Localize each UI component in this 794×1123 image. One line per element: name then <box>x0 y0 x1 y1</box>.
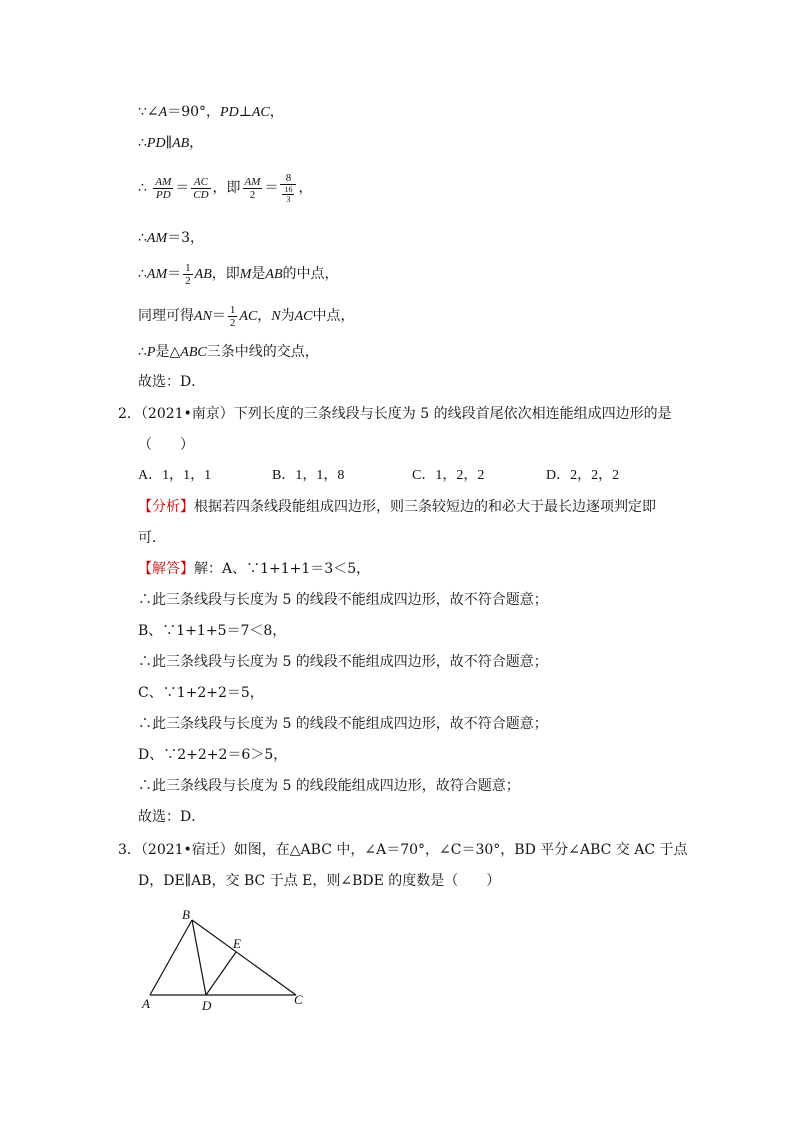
segment-de <box>206 952 236 995</box>
proof-line-8: 故选：D． <box>138 374 206 390</box>
q2-answer-line-2: ∴此三条线段与长度为 5 的线段不能组成四边形，故不符合题意； <box>138 592 548 608</box>
label-b: B <box>182 907 190 922</box>
proof-line-6: 同理可得AN＝ $\frac{1}{2}$ AC，N为AC中点， <box>138 303 355 329</box>
q2-option-a: A．1，1，1 <box>138 468 212 483</box>
segment-bd <box>192 920 206 995</box>
q2-answer-line-4: ∴此三条线段与长度为 5 的线段不能组成四边形，故不符合题意； <box>138 654 548 670</box>
q2-stem-line-2: （ ） <box>138 437 194 453</box>
q2-answer-line-3: B、∵1+1+5＝7＜8， <box>138 623 287 639</box>
answer-tag: 【解答】 <box>138 561 194 577</box>
q2-analysis-line-1: 【分析】根据若四条线段能组成四边形，则三条较短边的和必大于最长边逐项判定即 <box>138 499 656 515</box>
q2-option-d: D．2，2，2 <box>546 468 620 483</box>
triangle-figure <box>130 900 330 1020</box>
q3-stem-line-2: D，DE∥AB，交 BC 于点 E，则∠BDE 的度数是（ ） <box>138 873 501 889</box>
fraction-8-over-16-3: $\frac{8}{\frac{16}{3}}$ <box>280 172 296 204</box>
analysis-tag: 【分析】 <box>138 499 194 515</box>
q2-option-b: B．1，1，8 <box>272 468 345 483</box>
q2-answer-line-5: C、∵1+2+2＝5， <box>138 685 264 701</box>
q3-stem-line-1: 3．（2021•宿迁）如图，在△ABC 中，∠A＝70°，∠C＝30°，BD 平分∠ABC 交 AC 于点 <box>118 842 688 858</box>
q2-analysis-line-2: 可． <box>138 530 166 546</box>
proof-line-4: ∴AM＝3， <box>138 230 205 246</box>
label-a: A <box>142 996 150 1011</box>
q2-option-c: C．1，2，2 <box>412 468 485 483</box>
q2-answer-line-6: ∴此三条线段与长度为 5 的线段不能组成四边形，故不符合题意； <box>138 716 548 732</box>
q2-stem-line-1: 2．（2021•南京）下列长度的三条线段与长度为 5 的线段首尾依次相连能组成四边形的是 <box>118 406 672 422</box>
label-d: D <box>202 998 212 1013</box>
proof-line-2: ∴PD∥AB， <box>138 135 204 151</box>
q2-answer-line-7: D、∵2+2+2＝6＞5， <box>138 747 288 763</box>
label-c: C <box>294 992 303 1007</box>
proof-line-5: ∴AM＝ $\frac{1}{2}$ AB，即M是AB的中点， <box>138 261 339 287</box>
fraction-one-half: $\frac{1}{2}$ <box>185 261 191 287</box>
q2-answer-line-9: 故选：D． <box>138 809 206 825</box>
label-e: E <box>233 936 241 951</box>
fraction-am-pd: $\frac{AM}{PD}$ <box>155 175 172 201</box>
proof-line-3: ∴ $\frac{AM}{PD}$ ＝ $\frac{AC}{CD}$ ，即 $\frac{AM}{2}$ ＝ $\frac{8}{\frac{16}{3}}$ ， <box>138 172 313 204</box>
fraction-am-2: $\frac{AM}{2}$ <box>244 175 261 201</box>
proof-line-1: ∵∠A＝90°，PD⊥AC， <box>138 104 284 120</box>
fraction-ac-cd: $\frac{AC}{CD}$ <box>193 175 209 201</box>
q2-answer-line-8: ∴此三条线段与长度为 5 的线段能组成四边形，故符合题意； <box>138 778 520 794</box>
segment-bc <box>192 920 296 995</box>
proof-line-7: ∴P是△ABC三条中线的交点， <box>138 344 319 360</box>
q2-answer-line-1: 【解答】解：A、∵1+1+1＝3＜5， <box>138 561 371 577</box>
fraction-one-half-2: $\frac{1}{2}$ <box>229 303 236 329</box>
segment-ab <box>150 920 192 995</box>
